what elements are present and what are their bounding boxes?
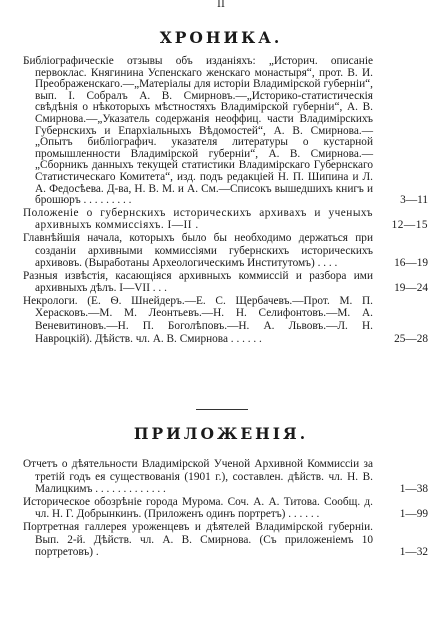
chronicle-heading: ХРОНИКА.: [159, 28, 283, 47]
toc-entry-pages: 1—38: [399, 483, 428, 496]
toc-entry: [23, 496, 428, 521]
chronicle-contents: [23, 56, 428, 345]
toc-entry: [23, 295, 428, 345]
toc-entry-pages: 1—32: [399, 546, 428, 559]
toc-entry: [23, 521, 428, 559]
toc-entry-text: Историческое обозрѣніе города Мурома. Соч. А. А. Титова. Сообщ. д. чл. Н. Г. Добрынкинъ. (Приложенъ одинъ портретъ) . . . . . .: [23, 495, 373, 521]
toc-entry: [23, 207, 428, 232]
toc-entry: [23, 458, 428, 496]
appendices-heading: ПРИЛОЖЕНІЯ.: [133, 424, 309, 443]
toc-entry-text: Отчетъ о дѣятельности Владимірской Ученой Архивной Коммиссіи за третій годъ ея существованія (1901 г.), составлен. дѣйств. чл. Н. В. Малицкимъ . . . . . . . . . . . . .: [23, 458, 373, 496]
toc-entry-pages: 19—24: [394, 282, 428, 295]
toc-entry: [23, 270, 428, 295]
toc-entry: [23, 232, 428, 270]
toc-entry-pages: 12—15: [391, 219, 428, 232]
toc-entry-text: Некрологи. (Е. Ѳ. Шнейдеръ.—Е. С. Щербачевъ.—Прот. М. П. Херасковъ.—М. М. Леонтьевъ.—Н. Н. Селифонтовъ.—М. А. Веневитиновъ.—Н. П. Боголѣповъ.—Н. А. Львовъ.—Л. Н. Навроцкій). Дѣйств. чл. А. В. Смирнова . . . . . .: [23, 294, 373, 345]
toc-entry-text: Библіографическіе отзывы объ изданіяхъ: „Историч. описаніе первоклас. Княгинина Успенскаго женскаго монастыря“, прот. В. И. Преображенскаго.—„Матеріалы для исторіи Владимірской губерніи“, вып. I. Собралъ А. В. Смирновъ.—„Историко-статистическія свѣдѣнія о нѣкоторыхъ мѣстностяхъ Владимірской губерніи“, А. В. Смирнова.—„Указатель содержанія неоффиц. части Владимірскихъ Губернскихъ и Епархіальныхъ Вѣдомостей“, А. В. Смирнова.—„Опытъ библіографич. указателя литературы о кустарной промышленности Владимірской губерніи“, А. В. Смирнова.—„Сборникъ данныхъ текущей статистики Владимірскаго Губернскаго Статистическаго Комитета“, изд. подъ редакціей Н. П. Шипина и Л. А. Федосѣева. Д-ва, Н. В. М. и А. См.—Списокъ вышедшихъ книгъ и брошюръ . . . . . . . . .: [23, 55, 373, 207]
page-number: II: [217, 0, 225, 10]
toc-entry-text: Портретная галлерея уроженцевъ и дѣятелей Владимірской губерніи. Вып. 2-й. Дѣйств. чл. А. В. Смирнова. (Съ приложеніемъ 10 портретовъ) .: [23, 520, 373, 559]
toc-entry-text: Разныя извѣстія, касающіяся архивныхъ коммиссій и разбора ими архивныхъ дѣлъ. I—VII . . .: [23, 269, 373, 295]
toc-entry-pages: 3—11: [400, 194, 428, 207]
section-divider: [196, 409, 248, 410]
toc-entry-text: Главнѣйшія начала, которыхъ было бы необходимо держаться при созданіи архивными коммиссіями губернскихъ историческихъ архивовъ. (Выработаны Археологическимъ Институтомъ) . . . .: [23, 231, 373, 270]
toc-entry-pages: 25—28: [394, 332, 428, 345]
toc-entry: [23, 56, 428, 207]
appendices-contents: [23, 458, 428, 559]
toc-entry-pages: 16—19: [394, 257, 428, 270]
toc-entry-pages: 1—99: [399, 508, 428, 521]
toc-entry-text: Положеніе о губернскихъ историческихъ архивахъ и ученыхъ архивныхъ коммиссіяхъ. I—II .: [23, 206, 373, 232]
